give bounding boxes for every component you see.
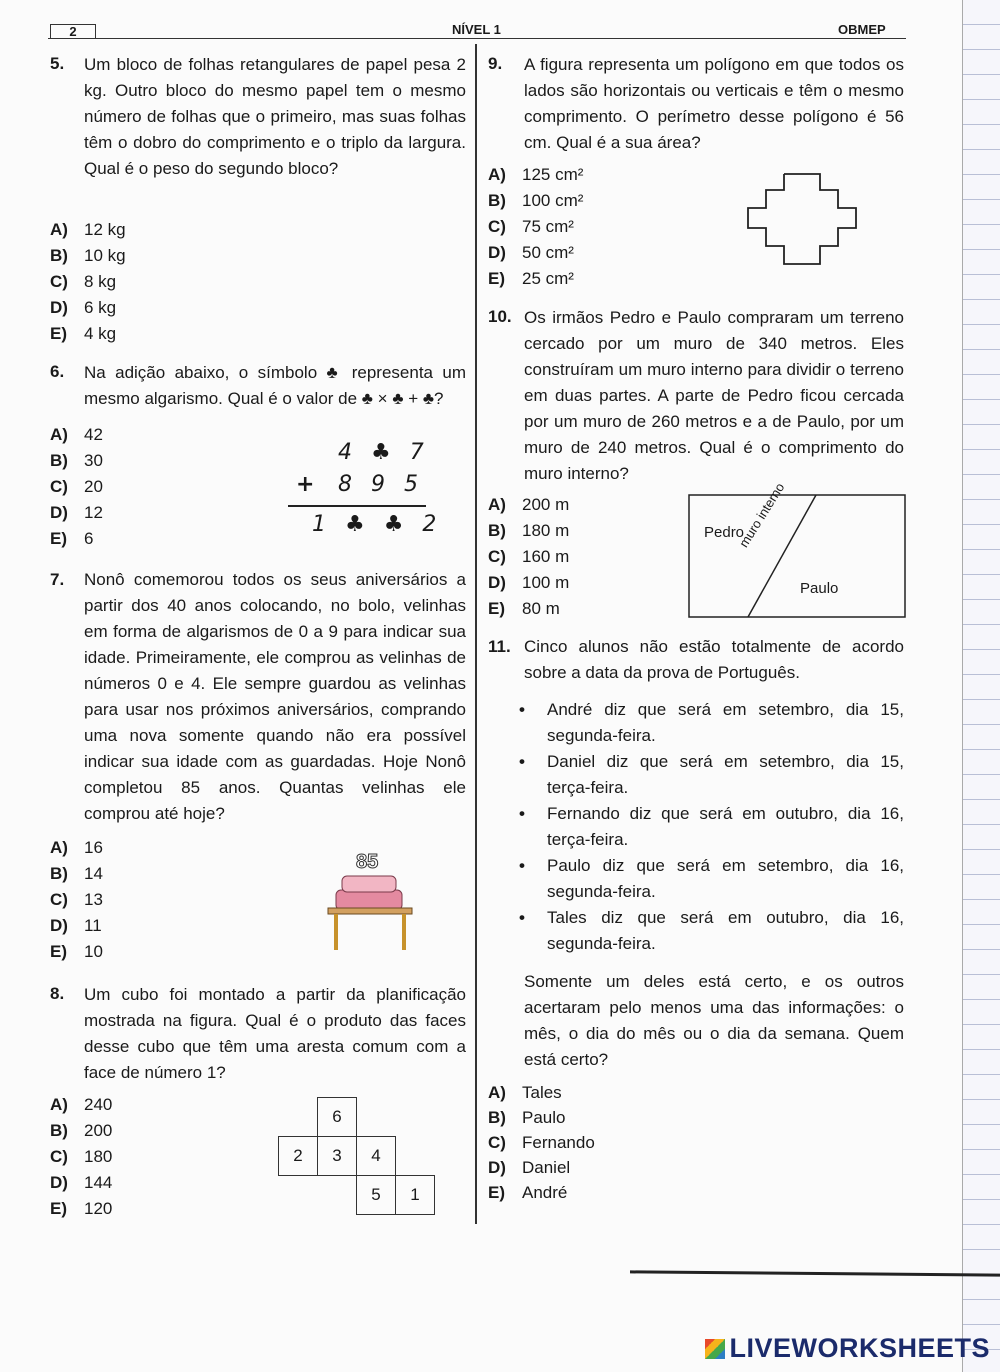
option-value: 75 cm² — [522, 217, 574, 236]
q8-option-d[interactable] — [50, 1173, 112, 1193]
option-value: 12 kg — [84, 220, 126, 239]
q6-option-a[interactable] — [50, 425, 103, 445]
option-letter: B) — [50, 1121, 68, 1140]
option-letter: E) — [50, 1199, 67, 1218]
q6-number: 6. — [50, 362, 65, 381]
footer-rule — [630, 1270, 1000, 1276]
q5-option-c[interactable] — [50, 272, 116, 292]
q11-bullet-item: • Daniel diz que será em setembro, dia 15, terça-feira. — [547, 749, 904, 801]
option-letter: D) — [50, 298, 68, 317]
option-value: 144 — [84, 1173, 113, 1192]
q6-option-d[interactable] — [50, 503, 103, 523]
option-letter: A) — [50, 220, 68, 239]
level-label: NÍVEL 1 — [452, 22, 501, 37]
option-value: Fernando — [522, 1133, 595, 1152]
brand-name: LIVEWORKSHEETS — [729, 1333, 990, 1363]
option-letter: A) — [50, 1095, 68, 1114]
q9-option-d[interactable] — [488, 243, 574, 263]
q9-number: 9. — [488, 54, 503, 73]
q8-option-e[interactable] — [50, 1199, 112, 1219]
q7-option-d[interactable] — [50, 916, 102, 936]
q8-option-b[interactable] — [50, 1121, 112, 1141]
q8-option-c[interactable] — [50, 1147, 112, 1167]
q11-option-e[interactable] — [488, 1183, 567, 1203]
q6-option-c[interactable] — [50, 477, 103, 497]
option-letter: E) — [488, 269, 505, 288]
q11-option-a[interactable] — [488, 1083, 562, 1103]
option-value: 180 — [84, 1147, 113, 1166]
option-value: 50 cm² — [522, 243, 574, 262]
option-value: 8 kg — [84, 272, 117, 291]
option-value: 120 — [84, 1199, 113, 1218]
option-letter: A) — [50, 425, 68, 444]
q5-option-a[interactable] — [50, 220, 126, 240]
q10-number: 10. — [488, 307, 512, 326]
option-value: 10 kg — [84, 246, 126, 265]
cake-candles: 85 — [356, 851, 379, 873]
column-divider — [475, 44, 477, 1224]
option-letter: E) — [488, 1183, 505, 1202]
q11-option-d[interactable] — [488, 1158, 570, 1178]
option-value: 4 kg — [84, 324, 117, 343]
q9-option-b[interactable] — [488, 191, 583, 211]
option-letter: E) — [50, 942, 67, 961]
q10-option-d[interactable] — [488, 573, 569, 593]
option-letter: E) — [50, 529, 67, 548]
option-letter: D) — [50, 1173, 68, 1192]
label-wall: muro interno — [736, 480, 788, 550]
option-letter: A) — [488, 165, 506, 184]
option-letter: A) — [488, 495, 506, 514]
q11-bullet-item: • Tales diz que será em outubro, dia 16, segunda-feira. — [547, 905, 904, 957]
q11-bullet-item: • Fernando diz que será em outubro, dia 16, terça-feira. — [547, 801, 904, 853]
option-letter: B) — [50, 864, 68, 883]
q6-text: Na adição abaixo, o símbolo ♣ representa um mesmo algarismo. Qual é o valor de ♣ × ♣ + ♣? — [84, 363, 466, 408]
q7-text: Nonô comemorou todos os seus aniversários a partir dos 40 anos colocando, no bolo, velinhas em forma de algarismos de 0 a 9 para indicar sua idade. Primeiramente, ele comprou as velinhas de números 0 e 4. Ele sempre guardou as velinhas para usar nos próximos aniversários, comprando uma nova somente quando não era possível indicar sua idade com as guardadas. Hoje Nonô completou 85 anos. Quantas velinhas ele comprou até hoje? — [84, 570, 466, 823]
option-value: 100 cm² — [522, 191, 584, 210]
q7-option-c[interactable] — [50, 890, 103, 910]
q5-text: Um bloco de folhas retangulares de papel pesa 2 kg. Outro bloco do mesmo papel tem o mesmo número de folhas que o primeiro, mas suas folhas têm o dobro do comprimento e o triplo da largura. Qual é o peso do segundo bloco? — [84, 55, 466, 178]
option-value: 240 — [84, 1095, 113, 1114]
label-paulo: Paulo — [800, 580, 839, 597]
option-letter: C) — [488, 217, 506, 236]
option-letter: B) — [488, 191, 506, 210]
option-letter: C) — [50, 1147, 68, 1166]
q6-option-e[interactable] — [50, 529, 93, 549]
q7-option-a[interactable] — [50, 838, 103, 858]
option-value: 200 m — [522, 495, 570, 514]
sum-result: 1 ♣ ♣ 2 — [312, 512, 443, 537]
option-letter: D) — [50, 916, 68, 935]
option-letter: B) — [50, 246, 68, 265]
q7-option-e[interactable] — [50, 942, 103, 962]
option-value: 11 — [84, 916, 102, 935]
q7-option-b[interactable] — [50, 864, 103, 884]
option-value: 14 — [84, 864, 103, 883]
option-value: 160 m — [522, 547, 570, 566]
net-face-m1: 2 — [279, 1137, 318, 1176]
option-value: 42 — [84, 425, 103, 444]
q11-text: Cinco alunos não estão totalmente de acordo sobre a data da prova de Português. — [524, 637, 904, 682]
net-face-b1: 5 — [357, 1176, 396, 1215]
q5-option-d[interactable] — [50, 298, 116, 318]
option-value: 200 — [84, 1121, 113, 1140]
option-value: André — [522, 1183, 568, 1202]
option-value: 180 m — [522, 521, 570, 540]
brand-logo — [705, 1333, 990, 1364]
option-letter: E) — [50, 324, 67, 343]
org-label: OBMEP — [838, 22, 886, 37]
option-value: Tales — [522, 1083, 562, 1102]
option-letter: D) — [488, 573, 506, 592]
option-letter: E) — [488, 599, 505, 618]
q9-option-a[interactable] — [488, 165, 583, 185]
q5-option-b[interactable] — [50, 246, 126, 266]
q5-number: 5. — [50, 54, 65, 73]
q11-number: 11. — [488, 637, 511, 656]
option-letter: C) — [488, 1133, 506, 1152]
net-face-m2: 3 — [318, 1137, 357, 1176]
option-letter: D) — [488, 243, 506, 262]
option-value: 25 cm² — [522, 269, 574, 288]
option-value: 30 — [84, 451, 103, 470]
q10-option-e[interactable] — [488, 599, 560, 619]
sum-plus: + — [296, 472, 315, 497]
option-value: 100 m — [522, 573, 570, 592]
option-letter: D) — [50, 503, 68, 522]
option-letter: B) — [50, 451, 68, 470]
sum-row-1: 4 ♣ 7 — [338, 440, 430, 465]
q9-option-c[interactable] — [488, 217, 574, 237]
q11-option-b[interactable] — [488, 1108, 565, 1128]
option-value: 20 — [84, 477, 103, 496]
q11-option-c[interactable] — [488, 1133, 595, 1153]
cube-net — [278, 1097, 435, 1215]
q9-text: A figura representa um polígono em que todos os lados são horizontais ou verticais e têm o mesmo comprimento. O perímetro desse polígono é 56 cm. Qual é a sua área? — [524, 55, 904, 152]
option-value: 12 — [84, 503, 103, 522]
option-letter: A) — [488, 1083, 506, 1102]
option-value: 6 — [84, 529, 94, 548]
option-value: Daniel — [522, 1158, 571, 1177]
option-letter: B) — [488, 521, 506, 540]
option-letter: B) — [488, 1108, 506, 1127]
q8-option-a[interactable] — [50, 1095, 112, 1115]
net-face-b2: 1 — [396, 1176, 435, 1215]
q6-option-b[interactable] — [50, 451, 103, 471]
option-value: 80 m — [522, 599, 560, 618]
option-letter: C) — [50, 477, 68, 496]
q9-option-e[interactable] — [488, 269, 574, 289]
q10-text: Os irmãos Pedro e Paulo compraram um terreno cercado por um muro de 340 metros. Eles construíram um muro interno para dividir o terreno em duas partes. A parte de Pedro ficou cercada por um muro de 260 metros e a de Paulo, por um muro de 240 metros. Qual é o comprimento do muro interno? — [524, 308, 904, 483]
option-value: 13 — [84, 890, 103, 909]
option-value: Paulo — [522, 1108, 566, 1127]
q7-number: 7. — [50, 570, 65, 589]
q11-bullet-item: • André diz que será em setembro, dia 15, segunda-feira. — [547, 697, 904, 749]
polygon-figure — [742, 170, 862, 270]
background-notebook-strip — [962, 0, 1000, 1372]
q8-number: 8. — [50, 984, 65, 1003]
option-letter: A) — [50, 838, 68, 857]
land-figure — [688, 494, 906, 618]
option-value: 6 kg — [84, 298, 117, 317]
option-letter: C) — [50, 890, 68, 909]
option-letter: C) — [488, 547, 506, 566]
q11-text2: Somente um deles está certo, e os outros acertaram pelo menos uma das informações: o mês, o dia do mês ou o dia da semana. Quem está certo? — [524, 972, 904, 1069]
option-value: 10 — [84, 942, 103, 961]
brand-logo-icon — [705, 1339, 725, 1359]
q10-option-b[interactable] — [488, 521, 569, 541]
q11-bullet-item: • Paulo diz que será em setembro, dia 16, segunda-feira. — [547, 853, 904, 905]
label-pedro: Pedro — [704, 524, 745, 541]
q10-option-a[interactable] — [488, 495, 569, 515]
option-value: 125 cm² — [522, 165, 584, 184]
sum-row-2: 8 9 5 — [338, 472, 424, 497]
page-number: 2 — [50, 24, 96, 39]
q8-text: Um cubo foi montado a partir da planificação mostrada na figura. Qual é o produto das faces desse cubo que têm uma aresta comum com a face de número 1? — [84, 985, 466, 1082]
net-face-top: 6 — [318, 1098, 357, 1137]
option-letter: D) — [488, 1158, 506, 1177]
option-letter: C) — [50, 272, 68, 291]
q10-option-c[interactable] — [488, 547, 569, 567]
option-value: 16 — [84, 838, 103, 857]
net-face-m3: 4 — [357, 1137, 396, 1176]
sum-line — [288, 505, 426, 507]
q5-option-e[interactable] — [50, 324, 116, 344]
